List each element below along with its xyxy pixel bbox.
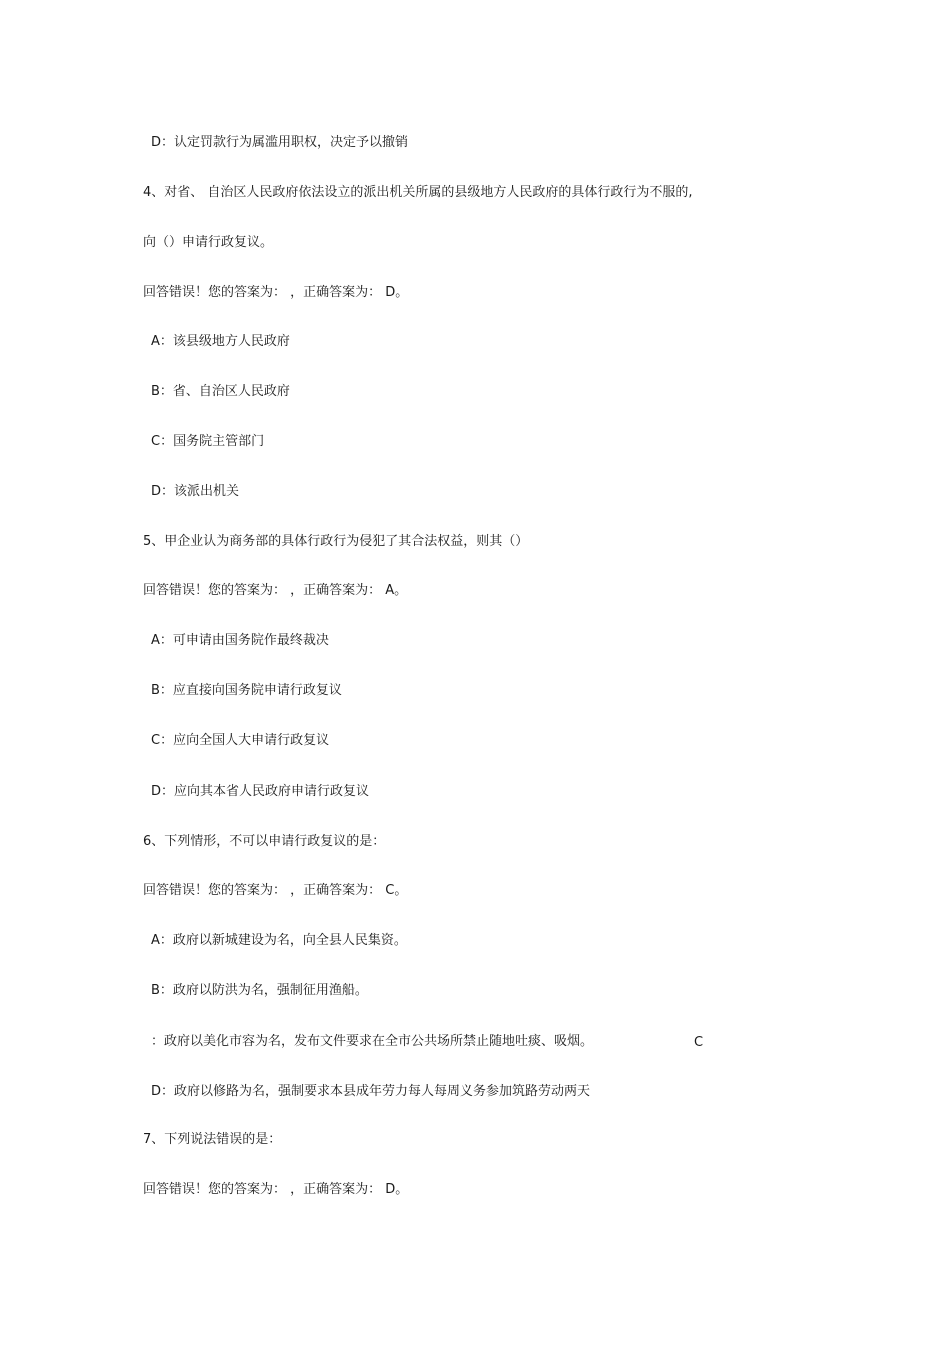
question-line: 7、下列说法错误的是： — [143, 1132, 282, 1147]
question-line: 6、下列情形，不可以申请行政复议的是： — [143, 834, 386, 849]
question-line: 5、甲企业认为商务部的具体行政行为侵犯了其合法权益，则其（） — [143, 534, 529, 549]
option-line: D：政府以修路为名，强制要求本县成年劳力每人每周义务参加筑路劳动两天 — [151, 1084, 591, 1099]
option-line: B：应直接向国务院申请行政复议 — [151, 683, 342, 698]
option-line: C：应向全国人大申请行政复议 — [151, 733, 330, 748]
option-line: C：国务院主管部门 — [151, 434, 265, 449]
question-line: 4、对省、 自治区人民政府依法设立的派出机关所属的县级地方人民政府的具体行政行为不服的, — [143, 185, 693, 200]
option-line: B：政府以防洪为名，强制征用渔船。 — [151, 983, 368, 998]
option-line: A：政府以新城建设为名，向全县人民集资。 — [151, 933, 407, 948]
answer-feedback-line: 回答错误！您的答案为： ，正确答案为： D。 — [143, 285, 409, 300]
option-line: A：可申请由国务院作最终裁决 — [151, 633, 329, 648]
option-line: B：省、自治区人民政府 — [151, 384, 290, 399]
option-line: D：认定罚款行为属滥用职权，决定予以撤销 — [151, 135, 409, 150]
option-line: D：该派出机关 — [151, 484, 240, 499]
option-line: A：该县级地方人民政府 — [151, 334, 290, 349]
stray-option-letter: C — [694, 1035, 704, 1050]
answer-feedback-line: 回答错误！您的答案为： ，正确答案为： C。 — [143, 883, 408, 898]
option-line: D：应向其本省人民政府申请行政复议 — [151, 784, 370, 799]
answer-feedback-line: 回答错误！您的答案为： ，正确答案为： A。 — [143, 583, 408, 598]
answer-feedback-line: 回答错误！您的答案为： ，正确答案为： D。 — [143, 1182, 409, 1197]
option-line: ：政府以美化市容为名，发布文件要求在全市公共场所禁止随地吐痰、吸烟。 — [151, 1034, 594, 1049]
question-line: 向（）申请行政复议。 — [143, 235, 274, 250]
